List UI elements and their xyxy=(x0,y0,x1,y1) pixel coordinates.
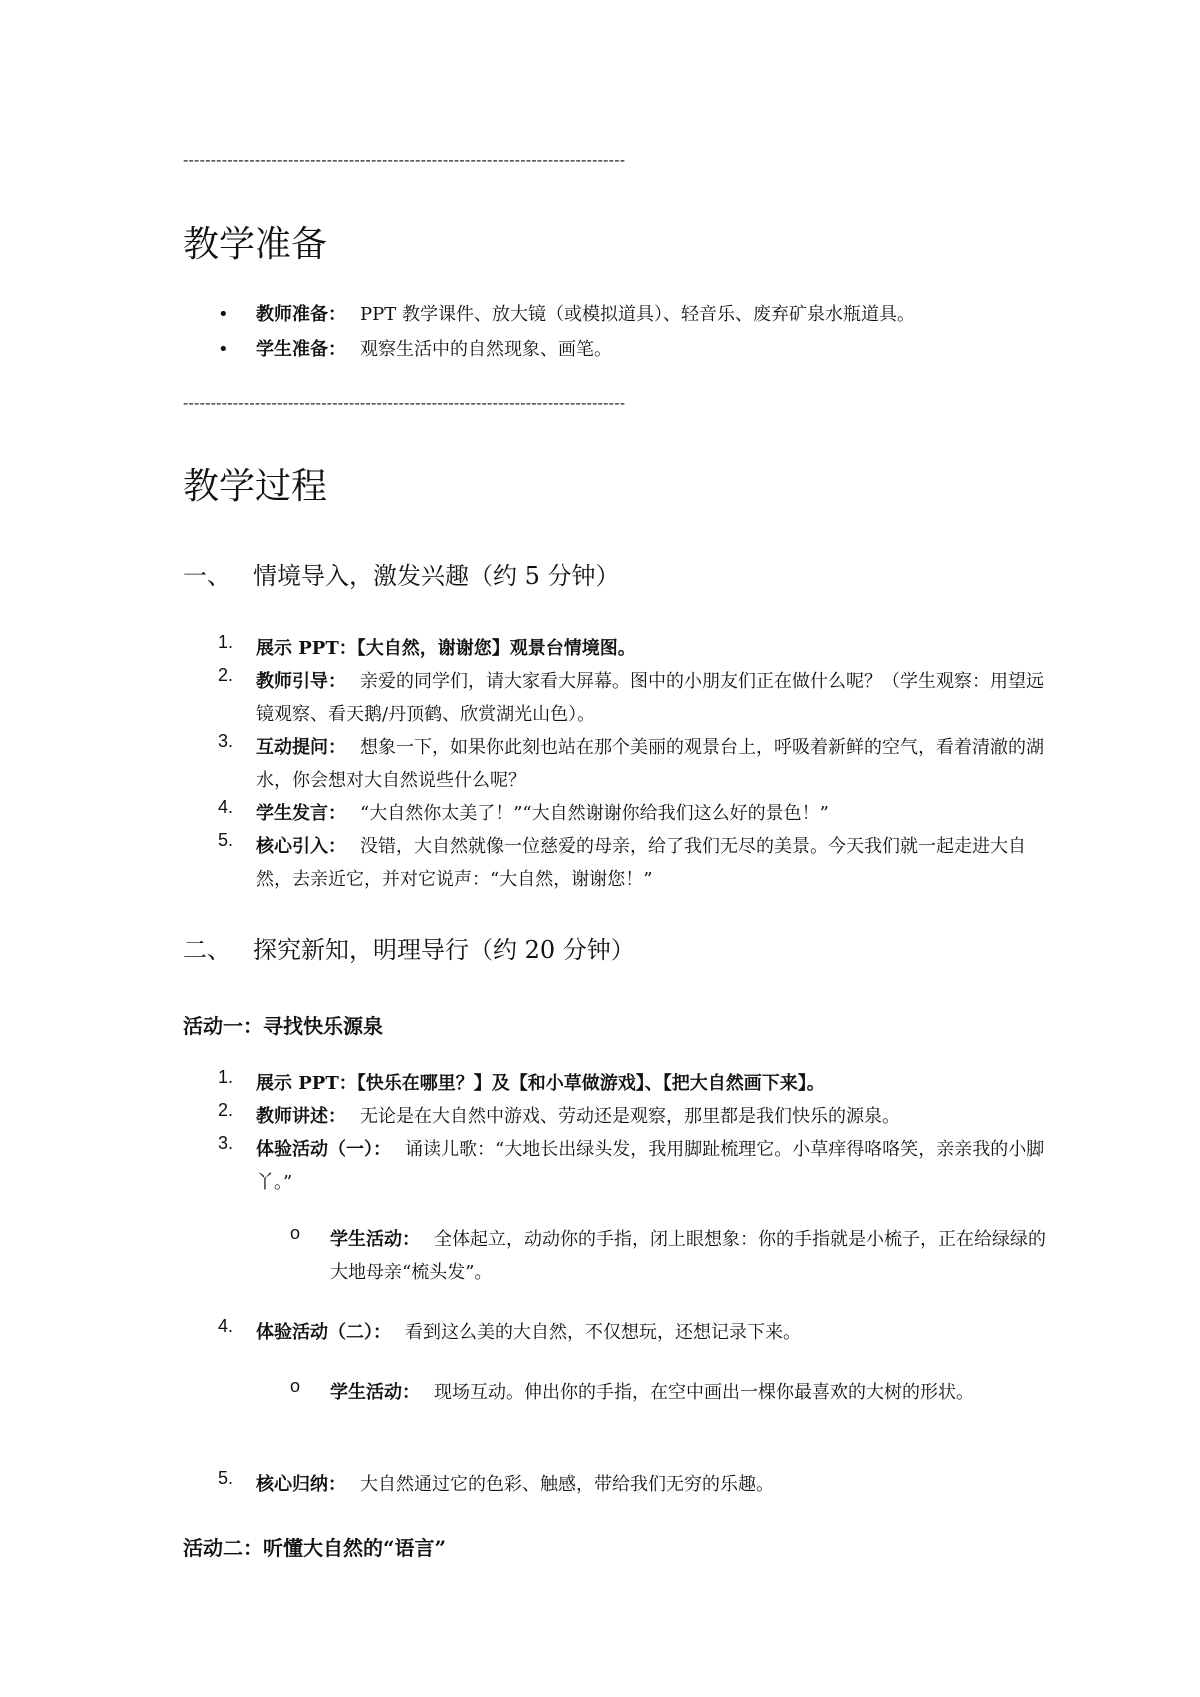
item-number: 1. xyxy=(218,632,234,652)
activity-heading-1: 活动一：寻找快乐源泉 xyxy=(183,1014,383,1038)
item-label: 体验活动（二）： xyxy=(256,1322,391,1343)
divider-line: -------------------------------------------------------------------------------- xyxy=(183,395,626,412)
item-label: 教师讲述： xyxy=(256,1106,346,1127)
section-heading-1 xyxy=(183,556,620,591)
item-text: 诵读儿歌：“大地长出绿头发，我用脚趾梳理它。小草痒得咯咯笑，亲亲我的小脚丫。” xyxy=(256,1139,1045,1193)
item-text: PPT 教学课件、放大镜（或模拟道具）、轻音乐、废弃矿泉水瓶道具。 xyxy=(360,304,915,325)
bullet-icon: • xyxy=(218,339,229,360)
item-label: 展示 PPT：【大自然，谢谢您】观景台情境图。 xyxy=(256,638,636,659)
heading-teaching-process: 教学过程 xyxy=(183,466,328,507)
item-text: 无论是在大自然中游戏、劳动还是观察，那里都是我们快乐的源泉。 xyxy=(360,1106,900,1127)
list-item xyxy=(218,797,1048,830)
sub-list-item xyxy=(290,1376,1050,1409)
item-text: 大自然通过它的色彩、触感，带给我们无穷的乐趣。 xyxy=(360,1474,774,1495)
heading-teaching-preparation: 教学准备 xyxy=(183,224,328,265)
section-number: 一、 xyxy=(183,562,231,590)
item-text: 亲爱的同学们，请大家看大屏幕。图中的小朋友们正在做什么呢？（学生观察：用望远镜观察、看天鹅/丹顶鹤、欣赏湖光山色）。 xyxy=(256,671,1044,725)
item-label: 教师引导： xyxy=(256,671,346,692)
list-item xyxy=(218,830,1048,896)
item-number: 3. xyxy=(218,731,234,751)
item-label: 体验活动（一）： xyxy=(256,1139,391,1160)
item-number: 2. xyxy=(218,1100,234,1120)
item-number: 3. xyxy=(218,1133,234,1153)
list-item xyxy=(218,1316,1048,1349)
circle-bullet-icon: o xyxy=(290,1223,301,1243)
item-number: 1. xyxy=(218,1067,234,1087)
list-item xyxy=(218,1100,1048,1133)
item-label: 展示 PPT：【快乐在哪里？】及【和小草做游戏】、【把大自然画下来】。 xyxy=(256,1073,825,1094)
list-item xyxy=(218,335,612,361)
item-label: 学生活动： xyxy=(330,1382,420,1403)
list-item xyxy=(218,665,1048,731)
list-item xyxy=(218,300,915,326)
item-text: 没错，大自然就像一位慈爱的母亲，给了我们无尽的美景。今天我们就一起走进大自然，去亲近它，并对它说声：“大自然，谢谢您！” xyxy=(256,836,1026,890)
list-item xyxy=(218,632,1048,665)
item-number: 5. xyxy=(218,830,234,850)
section-title: 情境导入，激发兴趣（约 5 分钟） xyxy=(253,562,620,590)
item-number: 5. xyxy=(218,1468,234,1488)
item-text: 想象一下，如果你此刻也站在那个美丽的观景台上，呼吸着新鲜的空气，看着清澈的湖水，你会想对大自然说些什么呢？ xyxy=(256,737,1044,791)
list-item xyxy=(218,1133,1048,1199)
item-number: 2. xyxy=(218,665,234,685)
section-heading-2 xyxy=(183,930,635,965)
item-label: 核心归纳： xyxy=(256,1474,346,1495)
section-number: 二、 xyxy=(183,936,231,964)
list-item xyxy=(218,1468,1048,1501)
divider-line: -------------------------------------------------------------------------------- xyxy=(183,152,626,169)
item-label: 学生准备： xyxy=(256,339,346,360)
list-item xyxy=(218,731,1048,797)
item-text: 现场互动。伸出你的手指，在空中画出一棵你最喜欢的大树的形状。 xyxy=(434,1382,974,1403)
sub-list-item xyxy=(290,1223,1050,1289)
activity-heading-2: 活动二：听懂大自然的“语言” xyxy=(183,1536,447,1560)
item-label: 学生发言： xyxy=(256,803,346,824)
item-text: 全体起立，动动你的手指，闭上眼想象：你的手指就是小梳子，正在给绿绿的大地母亲“梳头发”。 xyxy=(330,1229,1046,1283)
bullet-icon: • xyxy=(218,304,229,325)
item-text: “大自然你太美了！”“大自然谢谢你给我们这么好的景色！” xyxy=(360,803,829,824)
item-label: 核心引入： xyxy=(256,836,346,857)
section-title: 探究新知，明理导行（约 20 分钟） xyxy=(253,936,635,964)
item-text: 看到这么美的大自然，不仅想玩，还想记录下来。 xyxy=(405,1322,801,1343)
item-label: 教师准备： xyxy=(256,304,346,325)
item-label: 互动提问： xyxy=(256,737,346,758)
item-number: 4. xyxy=(218,797,234,817)
circle-bullet-icon: o xyxy=(290,1376,301,1396)
list-item xyxy=(218,1067,1048,1100)
item-text: 观察生活中的自然现象、画笔。 xyxy=(360,339,612,360)
item-label: 学生活动： xyxy=(330,1229,420,1250)
item-number: 4. xyxy=(218,1316,234,1336)
